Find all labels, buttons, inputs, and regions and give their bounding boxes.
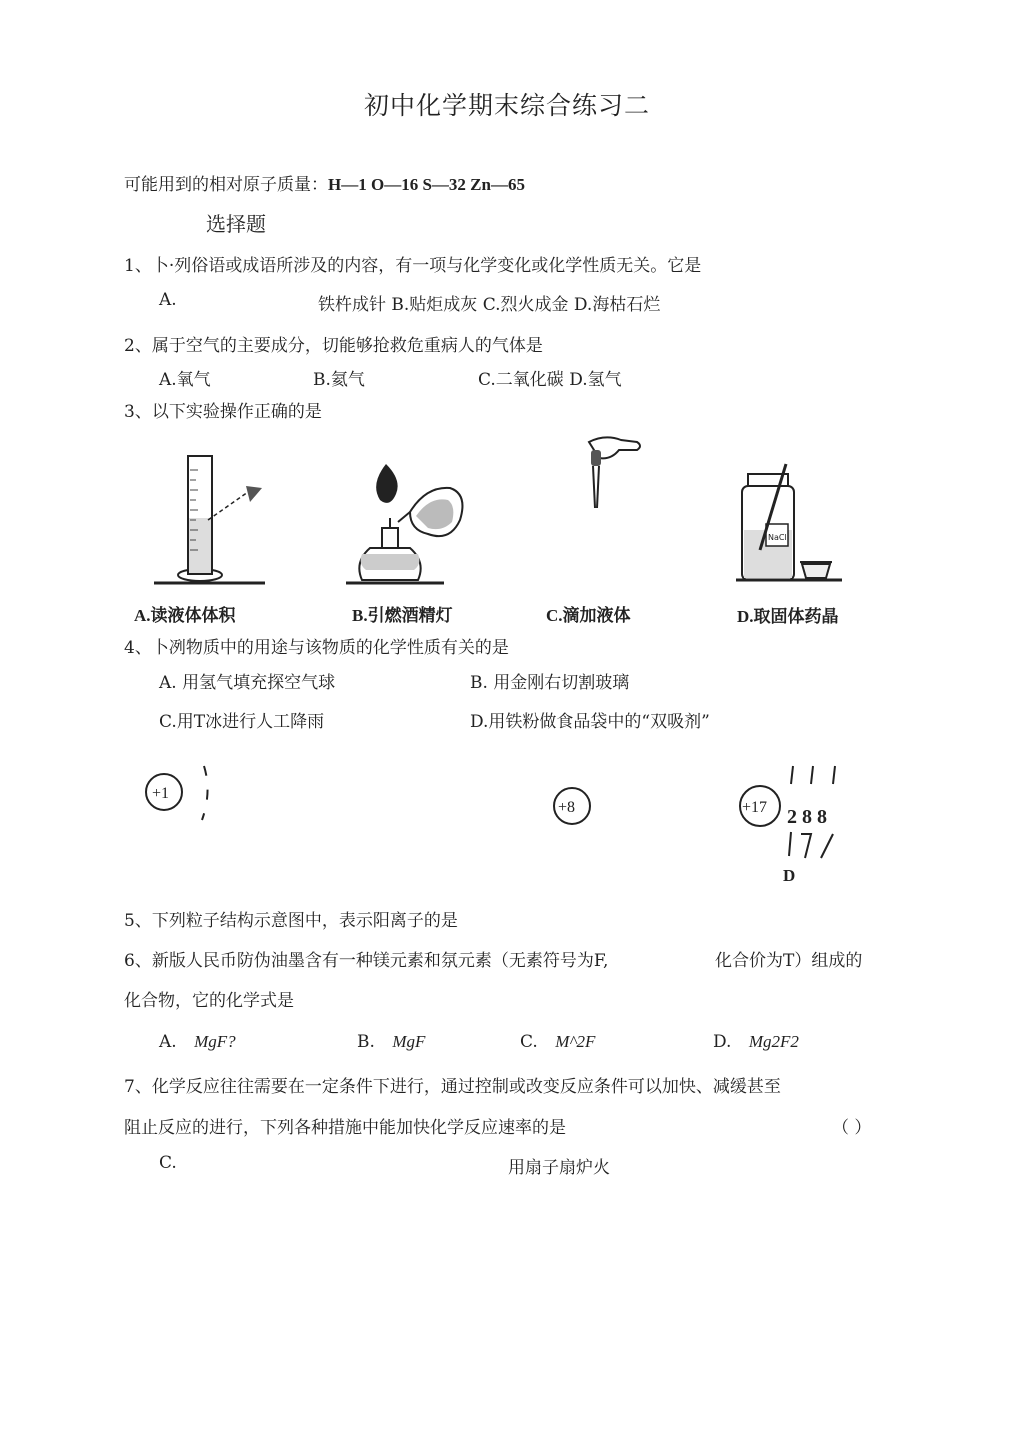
atom-d-label: D	[783, 866, 796, 885]
atom-diagram-a	[140, 762, 230, 832]
q6-stem-2: 化合物，它的化学式是	[124, 991, 294, 1011]
q6-option-d-formula: Mg2F2	[748, 1032, 799, 1051]
q6-option-d	[713, 1032, 799, 1052]
graduated-cylinder-figure	[150, 450, 270, 590]
atom-b-nucleus: +8	[558, 799, 576, 816]
jar-label: NaCl	[768, 533, 787, 542]
q2-option-b: B.氦气	[313, 370, 365, 390]
reagent-jar-figure	[730, 460, 850, 590]
q6-option-b	[357, 1032, 425, 1052]
q6-option-c-formula: M^2F	[555, 1032, 596, 1051]
q6-option-c-label: C.	[520, 1032, 538, 1052]
q1-option-a: A.	[159, 290, 177, 310]
q6-stem-1: 6、新版人民币防伪油墨含有一种镁元素和氛元素（无素符号为F,	[124, 951, 609, 971]
q3-caption-d: D.取固体药晶	[737, 607, 839, 626]
q1-options-rest: 铁杵成针 B.贴炬成灰 C.烈火成金 D.海枯石烂	[318, 295, 661, 315]
q5-stem: 5、下列粒子结构示意图中，表示阳离子的是	[124, 911, 458, 931]
atom-diagram-c	[735, 760, 855, 870]
q3-stem: 3、以下实验操作正确的是	[124, 402, 322, 422]
q6-option-a-formula: MgF?	[194, 1032, 236, 1051]
q7-stem-1: 7、化学反应往往需要在一定条件下进行，通过控制或改变反应条件可以加快、减缓甚至	[124, 1077, 781, 1097]
q6-option-b-formula: MgF	[392, 1032, 426, 1051]
q2-stem: 2、属于空气的主要成分，切能够抢救危重病人的气体是	[124, 336, 543, 356]
q2-option-a: A.氧气	[159, 370, 211, 390]
q4-option-a: A. 用氢气填充探空气球	[159, 673, 336, 693]
q7-answer-paren: （ ）	[832, 1118, 872, 1138]
q4-option-b: B. 用金刚右切割玻璃	[470, 673, 630, 693]
q7-stem-2: 阻止反应的进行，下列各种措施中能加快化学反应速率的是	[124, 1118, 566, 1138]
q2-options-cd: C.二氧化碳 D.氢气	[478, 370, 622, 390]
atom-c-nucleus: +17	[742, 799, 768, 816]
q3-caption-b: B.引燃酒精灯	[352, 606, 453, 625]
q6-option-c	[520, 1032, 595, 1052]
alcohol-lamp-figure	[340, 450, 480, 590]
atom-diagram-b	[540, 783, 610, 833]
q6-option-a	[159, 1032, 236, 1052]
q4-option-d: D.用铁粉做食品袋中的“双吸剂”	[470, 712, 710, 732]
q6-option-a-label: A.	[159, 1032, 177, 1052]
q4-stem: 4、卜冽物质中的用途与该物质的化学性质有关的是	[124, 638, 509, 658]
atomic-mass-values: H—1 O—16 S—32 Zn—65	[328, 175, 525, 194]
q3-caption-a: A.读液体体积	[134, 606, 236, 625]
q6-option-d-label: D.	[713, 1032, 732, 1052]
atom-c-shells: 2 8 8	[787, 806, 827, 828]
atomic-mass-line	[124, 170, 525, 195]
q7-option-c-label: C.	[159, 1153, 177, 1173]
atom-a-nucleus: +1	[152, 785, 170, 802]
q7-option-c: 用扇子扇炉火	[508, 1158, 610, 1178]
q6-stem-1b: 化合价为T）组成的	[715, 951, 863, 971]
q6-option-b-label: B.	[357, 1032, 375, 1052]
dropper-figure	[575, 430, 655, 520]
page-title: 初中化学期末综合练习二	[364, 91, 651, 120]
q4-option-c: C.用T冰进行人工降雨	[159, 712, 325, 732]
q3-caption-c: C.滴加液体	[546, 606, 631, 625]
q1-stem: 1、卜·列俗语或成语所涉及的内容，有一项与化学变化或化学性质无关。它是	[124, 256, 702, 276]
atomic-mass-label: 可能用到的相对原子质量：	[124, 175, 328, 195]
section-heading: 选择题	[206, 212, 266, 236]
